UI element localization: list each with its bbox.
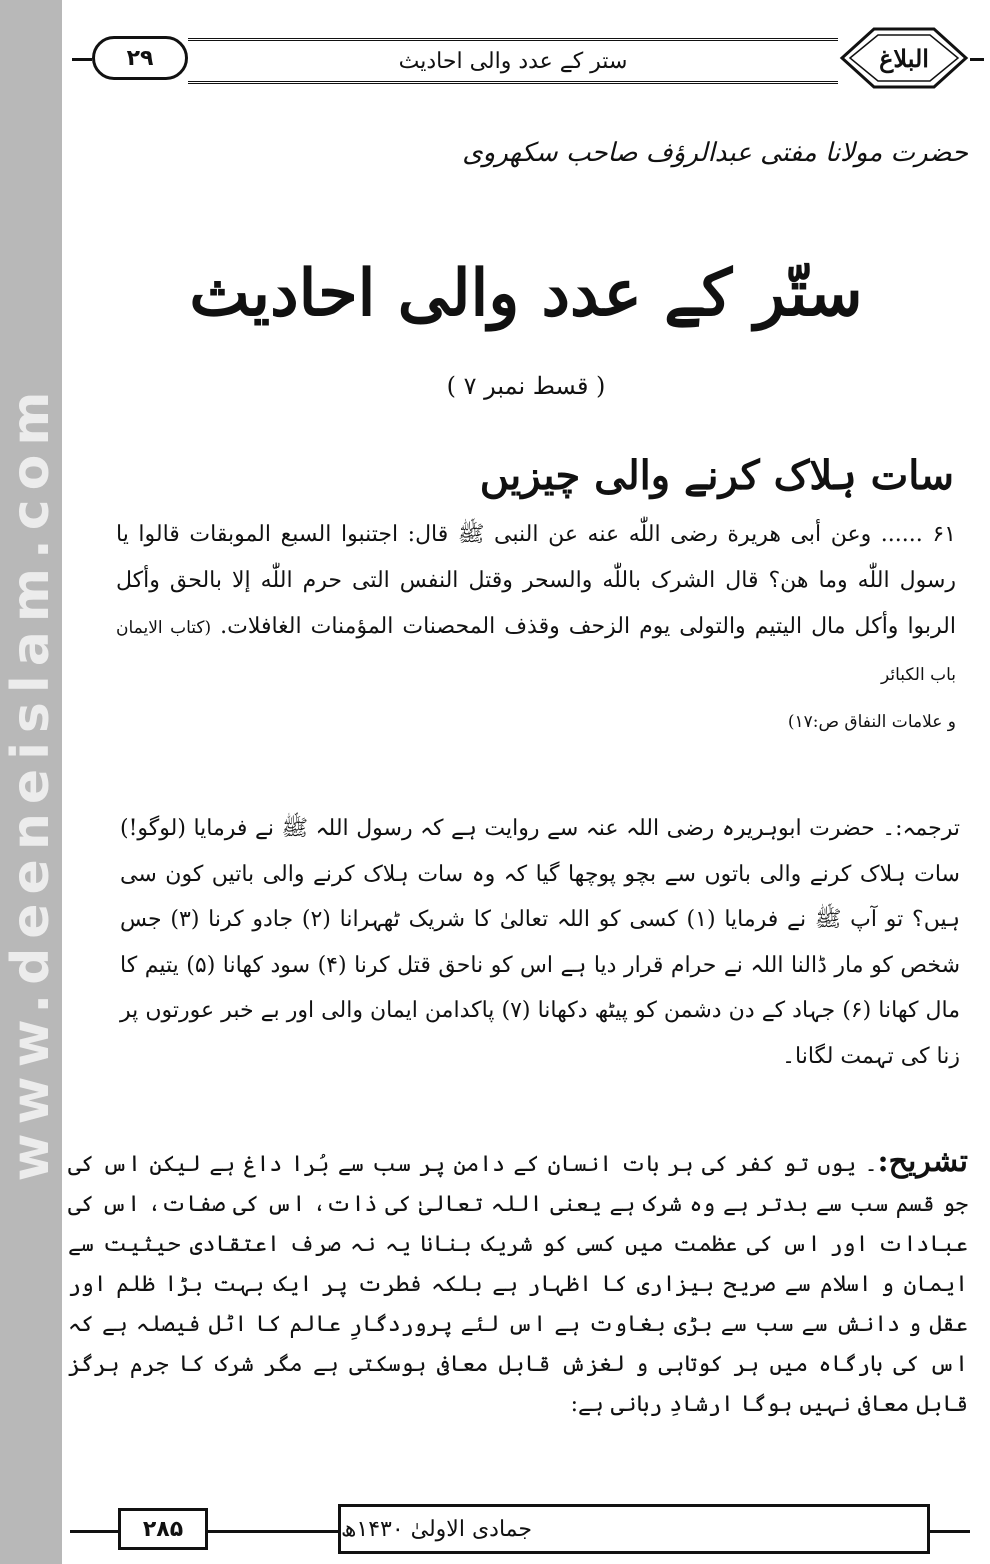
hadith-arabic [116, 512, 956, 698]
hadith-reference-cont: و علامات النفاق ص:۱۷) [787, 712, 956, 732]
magazine-logo [838, 26, 970, 90]
hadith-text: ۶۱ ...... وعن أبی هریرة رضی اللّٰه عنه عن النبی ﷺ قال: اجتنبوا السبع الموبقات قالوا یا رسول اللّٰه وما هن؟ قال الشرک باللّٰه والسحر وقتل النفس التی حرم اللّٰه إلا بالحق وأکل الربوا وأکل مال الیتیم والتولی یوم الزحف وقذف المحصنات المؤمنات الغافلات. [116, 522, 956, 639]
author-name: حضرت مولانا مفتی عبدالرؤف صاحب سکھروی [462, 138, 968, 168]
commentary-text: ۔ یوں تو کفر کی ہر بات انسان کے دامن پر سب سے بُرا داغ ہے لیکن اس کی جو قسم سب سے بدتر ہے وہ شرک ہے یعنی اللہ تعالیٰ کی ذات، اس کی صفات، اس کی عبادات اور اس کی عظمت میں کسی کو شریک بنانا یہ نہ صرف اعتقادی حیثیت سے ایمان و اسلام سے صریح بیزاری کا اظہار ہے بلکہ فطرت پر ایک بہت بڑا ظلم اور عقل و دانش سے سب سے بڑی بغاوت ہے اس لئے پروردگارِ عالم کا اٹل فیصلہ ہے کہ اس کی بارگاہ میں ہر کوتاہی و لغزش قابل معافی ہوسکتی ہے مگر شرک کا جرم ہرگز قابل معافی نہیں ہوگا ارشادِ ربانی ہے: [68, 1152, 968, 1417]
footer-rule-mid [208, 1530, 338, 1533]
footer-rule-right [930, 1530, 970, 1533]
hadith-reference: (کتاب الایمان باب الکبائر [116, 618, 956, 685]
watermark-strip [0, 0, 62, 1564]
section-heading: سات ہلاک کرنے والی چیزیں [479, 452, 954, 499]
article-title: ستّر کے عدد والی احادیث [189, 256, 863, 331]
running-title: ستر کے عدد والی احادیث [188, 38, 838, 84]
header-rule-right [970, 58, 984, 61]
watermark-text: www.deeneislam.com [1, 382, 61, 1182]
commentary-label: تشریح: [877, 1144, 968, 1179]
translation-paragraph: ترجمہ:۔ حضرت ابوہریرہ رضی اللہ عنہ سے روایت ہے کہ رسول اللہ ﷺ نے فرمایا (لوگو!) سات ہلاک کرنے والی باتوں سے بچو پوچھا گیا کہ وہ سات ہلاک کرنے والی باتیں کون سی ہیں؟ تو آپ ﷺ نے فرمایا (۱) کسی کو اللہ تعالیٰ کا شریک ٹھہرانا (۲) جادو کرنا (۳) جس شخص کو مار ڈالنا اللہ نے حرام قرار دیا ہے اس کو ناحق قتل کرنا (۴) سود کھانا (۵) یتیم کا مال کھانا (۶) جہاد کے دن دشمن کو پیٹھ دکھانا (۷) پاکدامن ایمان والی اور بے خبر عورتوں پر زنا کی تہمت لگانا۔ [120, 816, 961, 1069]
footer-issue-date: جمادی الاولیٰ ۱۴۳۰ھ [338, 1504, 930, 1554]
logo-text: البلاغ [879, 43, 929, 73]
header-page-number: ۲۹ [92, 36, 188, 80]
footer-rule-left [70, 1530, 118, 1533]
installment-number: ( قسط نمبر ۷ ) [446, 372, 606, 400]
footer-page-number: ۲۸۵ [118, 1508, 208, 1550]
commentary-paragraph [68, 1142, 968, 1425]
header-rule-left [72, 58, 92, 61]
